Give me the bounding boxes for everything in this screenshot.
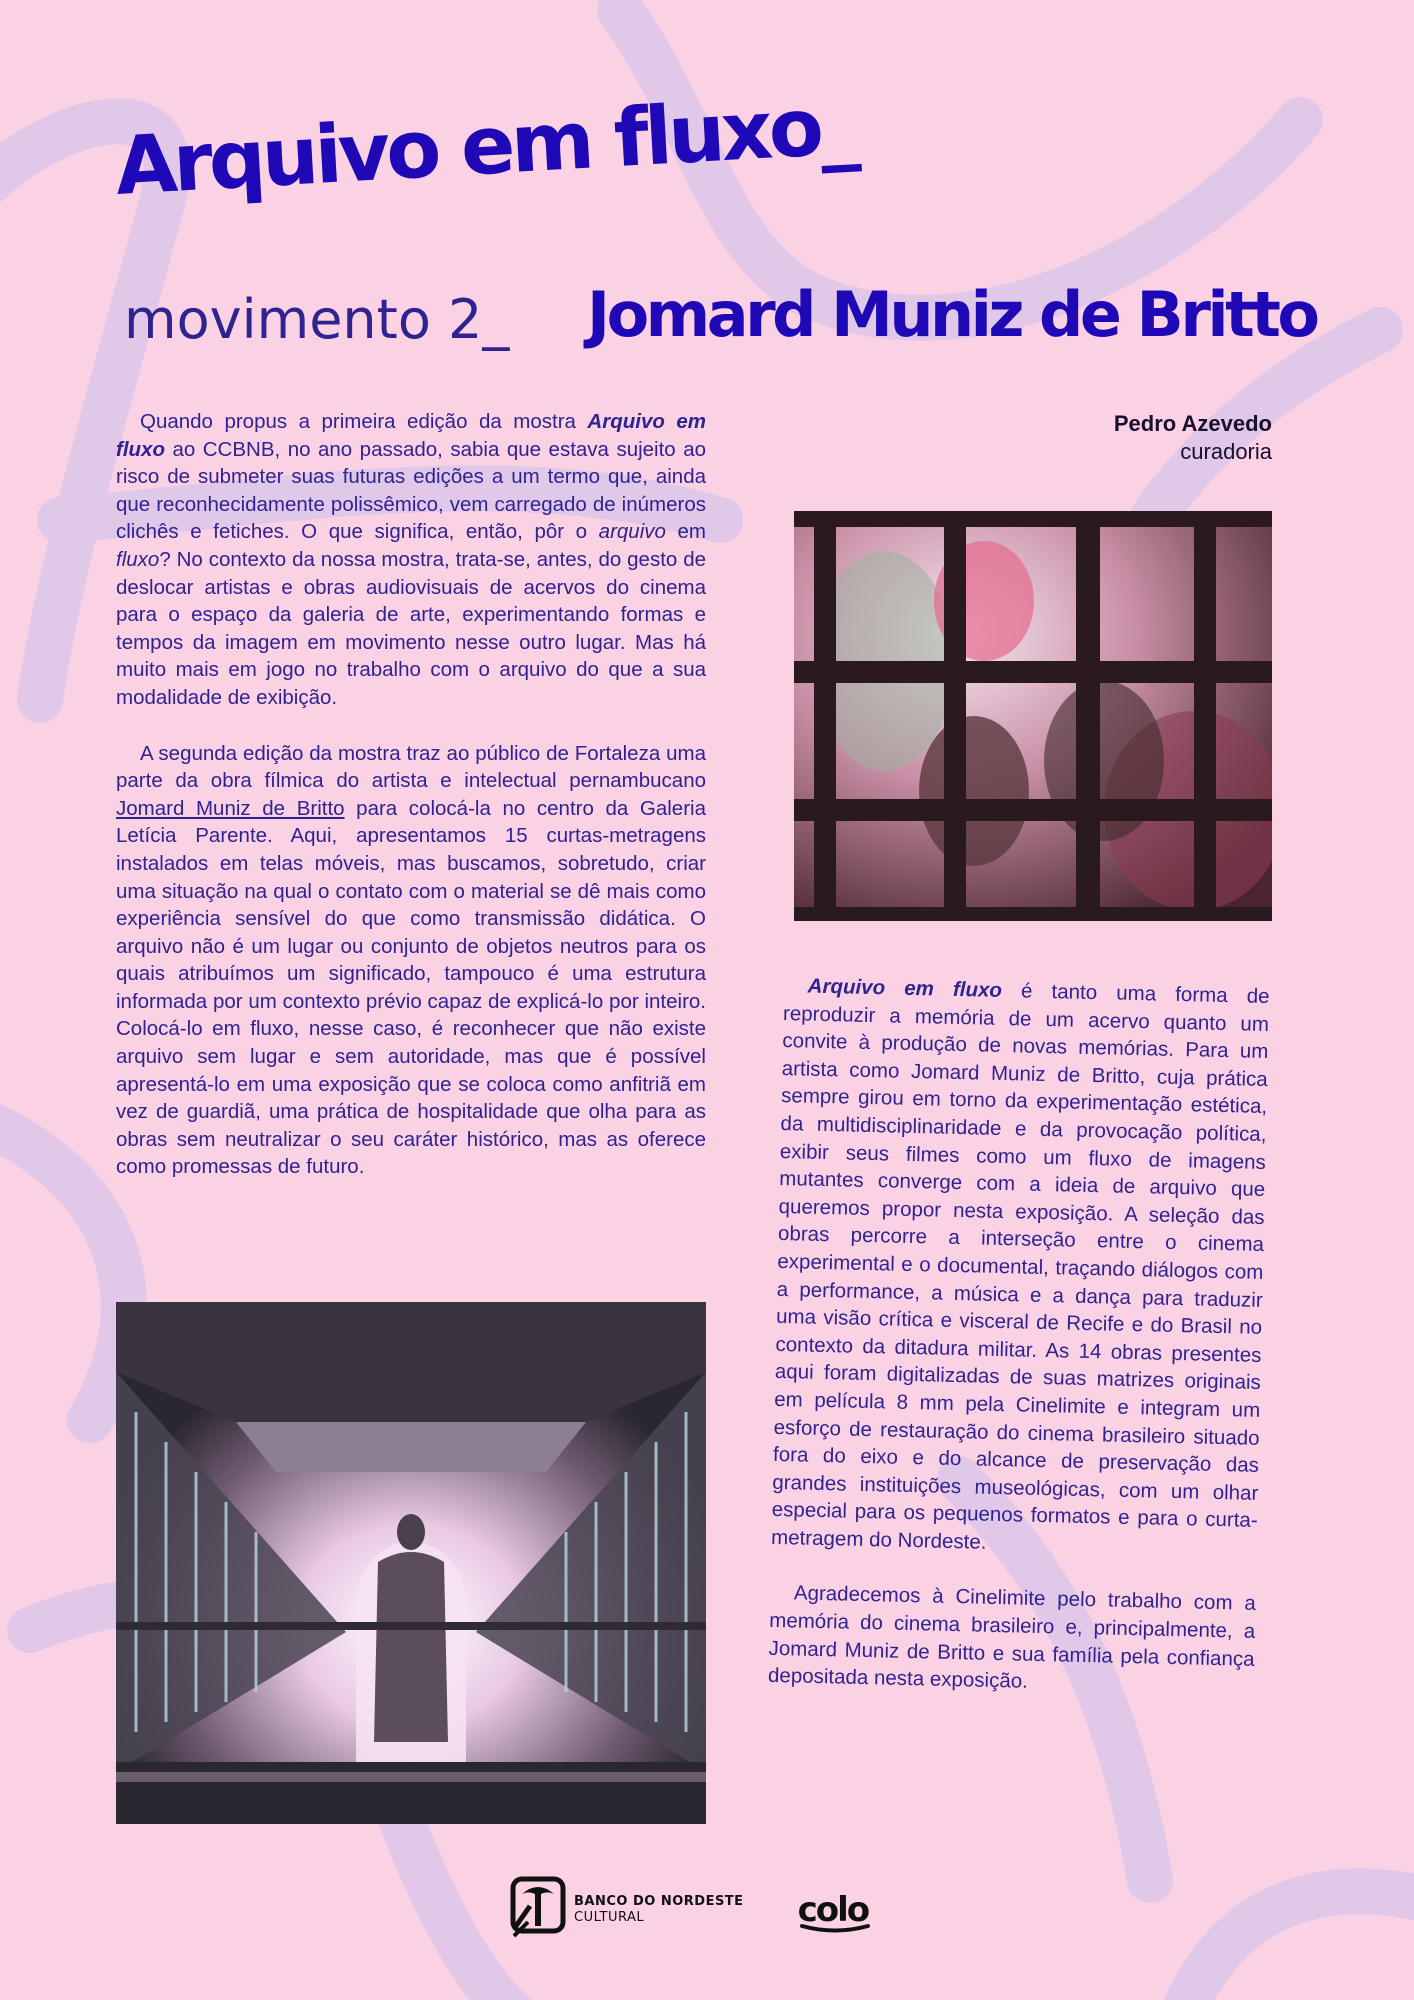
emphasis-title: Arquivo em fluxo: [116, 410, 706, 461]
curator-credit: [1114, 410, 1272, 466]
emphasis-word: arquivo: [598, 520, 666, 544]
curator-role: curadoria: [1180, 439, 1272, 464]
page-title: Arquivo em fluxo_: [112, 78, 859, 213]
bnb-logo-text: [574, 1894, 744, 1926]
bnb-cashew-tree-logo-icon: [510, 1876, 566, 1943]
text-run: em: [665, 520, 706, 544]
text-run: Quando propus a primeira edição da mostra: [140, 410, 588, 433]
bnb-line1: BANCO DO NORDESTE: [574, 1893, 744, 1909]
paragraph-3: [771, 972, 1270, 1562]
paragraph-4: Agradecemos à Cinelimite pelo trabalho com a memória do cinema brasileiro e, principalmente, a Jomard Muniz de Britto e sua família pela confiança depositada nesta exposição.: [767, 1581, 1257, 1693]
colo-logo-text: colo: [797, 1889, 869, 1930]
left-column-text: [116, 408, 706, 1181]
paragraph-2: [116, 740, 706, 1182]
text-run: ? No contexto da nossa mostra, trata-se, antes, do gesto de deslocar artistas e obras audiovisuais de acervos do cinema para o espaço da galeria de arte, experimentando formas e tempos da imagem em movimento nesse outro lugar. Mas há muito mais em jogo no trabalho com o arquivo do que a sua modalidade de exibição.: [116, 547, 706, 709]
paragraph-1: [116, 408, 706, 712]
footer-logos: [510, 1876, 868, 1943]
text-run: ao CCBNB, no ano passado, sabia que estava sujeito ao risco de submeter suas futuras edições a um termo que, ainda que reconhecidamente polissêmico, vem carregado de inúmeros clichês e fetiches. O que significa, então, pôr o: [116, 437, 706, 544]
bnb-line2: CULTURAL: [574, 1909, 645, 1925]
film-still-window-bars: [794, 511, 1272, 921]
right-column-text: [768, 972, 1270, 1701]
artist-name: Jomard Muniz de Britto: [587, 278, 1317, 351]
emphasis-word: fluxo: [116, 547, 160, 571]
film-still-staircase-figure: [116, 1302, 706, 1824]
emphasis-title: Arquivo em fluxo: [807, 974, 1003, 1002]
text-run: para colocá-la no centro da Galeria Letícia Parente. Aqui, apresentamos 15 curtas-metragens instalados em telas móveis, mas buscamos, sobretudo, criar uma situação na qual o contato com o material se dê mais como experiência sensível do que como transmissão didática. O arquivo não é um lugar ou conjunto de objetos neutros para os quais atribuímos um significado, tampouco é uma estrutura informada por um contexto prévio capaz de explicá-lo por inteiro. Colocá-lo em fluxo, nesse caso, é reconhecer que não existe arquivo sem lugar e sem autoridade, mas que é possível apresentá-lo em uma exposição que se coloca como anfitriã em vez de guardiã, uma prática de hospitalidade que olha para as obras sem neutralizar o seu caráter histórico, mas as oferece como promessas de futuro.: [116, 796, 706, 1179]
artist-link[interactable]: Jomard Muniz de Britto: [116, 796, 345, 820]
colo-logo-icon: [800, 1923, 870, 1933]
text-run: A segunda edição da mostra traz ao público de Fortaleza uma parte da obra fílmica do artista e intelectual pernambucano: [116, 741, 706, 793]
bnb-cultural-logo: [510, 1876, 744, 1943]
colo-logo: [797, 1889, 869, 1930]
curator-name: Pedro Azevedo: [1113, 411, 1272, 436]
subtitle: movimento 2_: [124, 288, 510, 351]
text-run: é tanto uma forma de reproduzir a memória de um acervo quanto um convite à produção de novas memórias. Para um artista como Jomard Muniz de Britto, cuja prática sempre girou em torno da experimentação estética, da multidisciplinaridade e da provocação política, exibir seus filmes como um fluxo de imagens mutantes converge com a ideia de arquivo que queremos propor nesta exposição. A seleção das obras percorre a interseção entre o cinema experimental e o documental, traçando diálogos com a performance, a música e a dança para traduzir uma visão crítica e visceral de Recife e do Brasil no contexto da ditadura militar. As 14 obras presentes aqui foram digitalizadas de suas matrizes originais em película 8 mm pela Cinelimite e integram um esforço de restauração do cinema brasileiro situado fora do eixo e do alcance de preservação das grandes instituições museológicas, com um olhar especial para os pequenos formatos e para o curta-metragem do Nordeste.: [770, 978, 1270, 1554]
